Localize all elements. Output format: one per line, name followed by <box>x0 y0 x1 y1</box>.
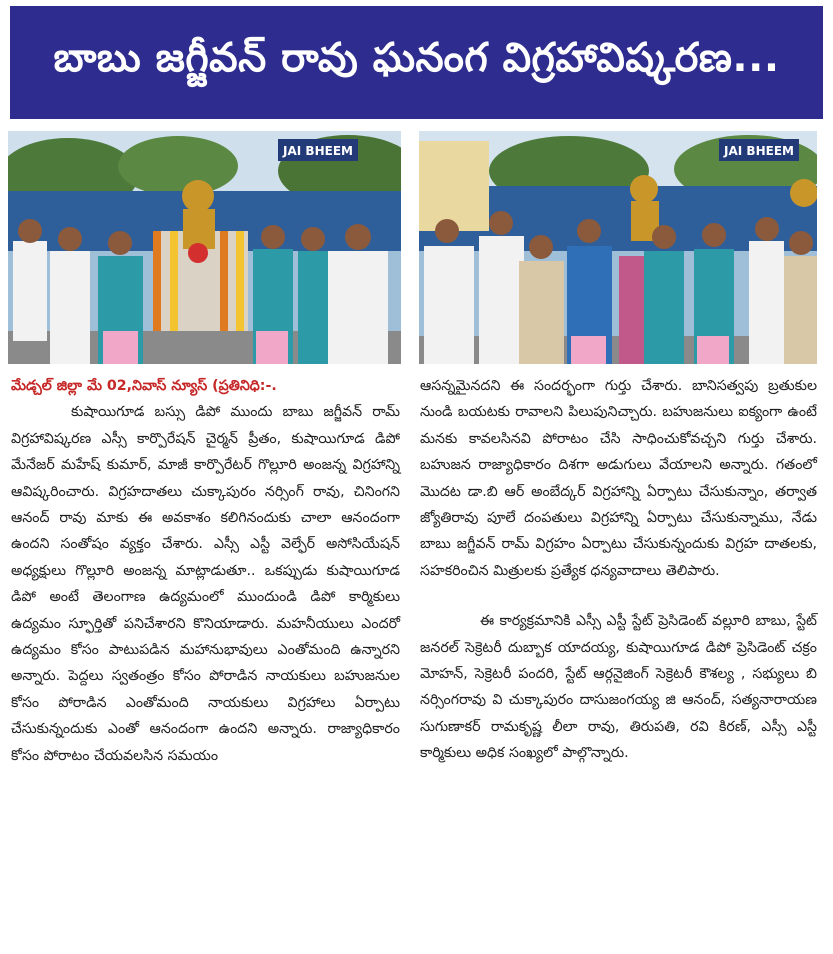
headline-title: బాబు జగ్జీవన్ రావు ఘనంగ విగ్రహావిష్కరణ... <box>53 34 780 81</box>
headline-banner <box>10 6 823 119</box>
article-paragraph: ఈ కార్యక్రమానికి ఎస్సీ ఎస్టీ స్టేట్ ప్రెసిడెంట్ వల్లూరి బాబు, స్టేట్ జనరల్ సెక్రెటరీ దుబ్బాక యాదయ్య, కుషాయిగూడ డిపో ప్రెసిడెంట్ చక్రం మోహన్, సెక్రెటరీ పందరి, స్టేట్ ఆర్గనైజింగ్ సెక్రెటరీ కౌశల్య , సభ్యులు బి నర్సింగరావు వి చుక్కాపురం దాసుజంగయ్య జి ఆనంద్, సత్యనారాయణ సుగుణాకర్ రామకృష్ణ లీలా రావు, తిరుపతి, రవి కిరణ్, ఎస్సీ ఎస్టీ కార్మికులు అధిక సంఖ్యలో పాల్గొన్నారు. <box>420 613 817 762</box>
article-column-left <box>11 373 400 769</box>
photo-left-banner-text: JAI BHEEM <box>283 144 353 158</box>
photo-right-banner-text: JAI BHEEM <box>724 144 794 158</box>
article-dateline: మేడ్చల్ జిల్లా మే 02,నివాస్ న్యూస్ (ప్రతినిధి:-. <box>11 378 277 394</box>
group-celebration-photo <box>419 131 817 364</box>
statue-garland-photo <box>8 131 401 364</box>
group-celebration-image <box>419 131 817 364</box>
article-column-right <box>420 373 817 767</box>
statue-garland-image <box>8 131 401 364</box>
article-paragraph: కుషాయిగూడ బస్సు డిపో ముందు బాబు జగ్జీవన్ రామ్ విగ్రహావిష్కరణ ఎస్సీ కార్పొరేషన్ చైర్మన్ ప్రీతం, కుషాయిగూడ డిపో మేనేజర్ మహేష్ కుమార్, మాజీ కార్పొరేటర్ గొల్లూరి అంజన్న విగ్రహాన్ని ఆవిష్కరించారు. విగ్రహదాతలు చుక్కాపురం నర్సింగ్ రావు, చినింగని ఆనంద్ రావు మాకు ఈ అవకాశం కలిగినందుకు చాలా ఆనందంగా ఉందని సంతోషం వ్యక్తం చేశారు. ఎస్సీ ఎస్టీ వెల్ఫేర్ అసోసియేషన్ అధ్యక్షులు గొల్లూరి అంజన్న మాట్లాడుతూ.. ఒకప్పుడు కుషాయిగూడ డిపో అంటే తెలంగాణ ఉద్యమంలో ముందుండి డిపో కార్మికులు ఉద్యమం స్ఫూర్తితో పనిచేశారని కొనియాడారు. మహనీయులు ఎందరో ఉద్యమం కోసం పాటుపడిన మహానుభావులు ఎంతోమంది ఉన్నారని అన్నారు. పెద్దలు స్వతంత్రం కోసం పోరాడిన నాయకులు బహుజనుల కోసం పోరాడిన ఎంతోమంది నాయకులు విగ్రహాలు ఏర్పాటు చేసుకున్నందుకు ఎంతో ఆనందంగా ఉందని అన్నారు. రాజ్యాధికారం కోసం పోరాటం చేయవలసిన సమయం <box>11 404 400 764</box>
article-paragraph: ఆసన్నమైనదని ఈ సందర్భంగా గుర్తు చేశారు. బానిసత్వపు బ్రతుకుల నుండి బయటకు రావాలని పిలుపునిచ్చారు. బహుజనులు ఐక్యంగా ఉంటే మనకు కావలసినవి పోరాటం చేసి సాధించుకోవచ్చని గుర్తు చేశారు. బహుజన రాజ్యాధికారం దిశగా అడుగులు వేయాలని అన్నారు. గతంలో మొదట డా.బి ఆర్ అంబేద్కర్ విగ్రహాన్ని ఏర్పాటు చేసుకున్నాం, తర్వాత జ్యోతిరావు పూలే దంపతులు విగ్రహాన్ని ఏర్పాటు చేసుకున్నాము, నేడు బాబు జగ్జీవన్ రామ్ విగ్రహం ఏర్పాటు చేసుకున్నందుకు విగ్రహ దాతలకు, సహకరించిన మిత్రులకు ప్రత్యేక ధన్యవాదాలు తెలిపారు. <box>420 378 817 579</box>
